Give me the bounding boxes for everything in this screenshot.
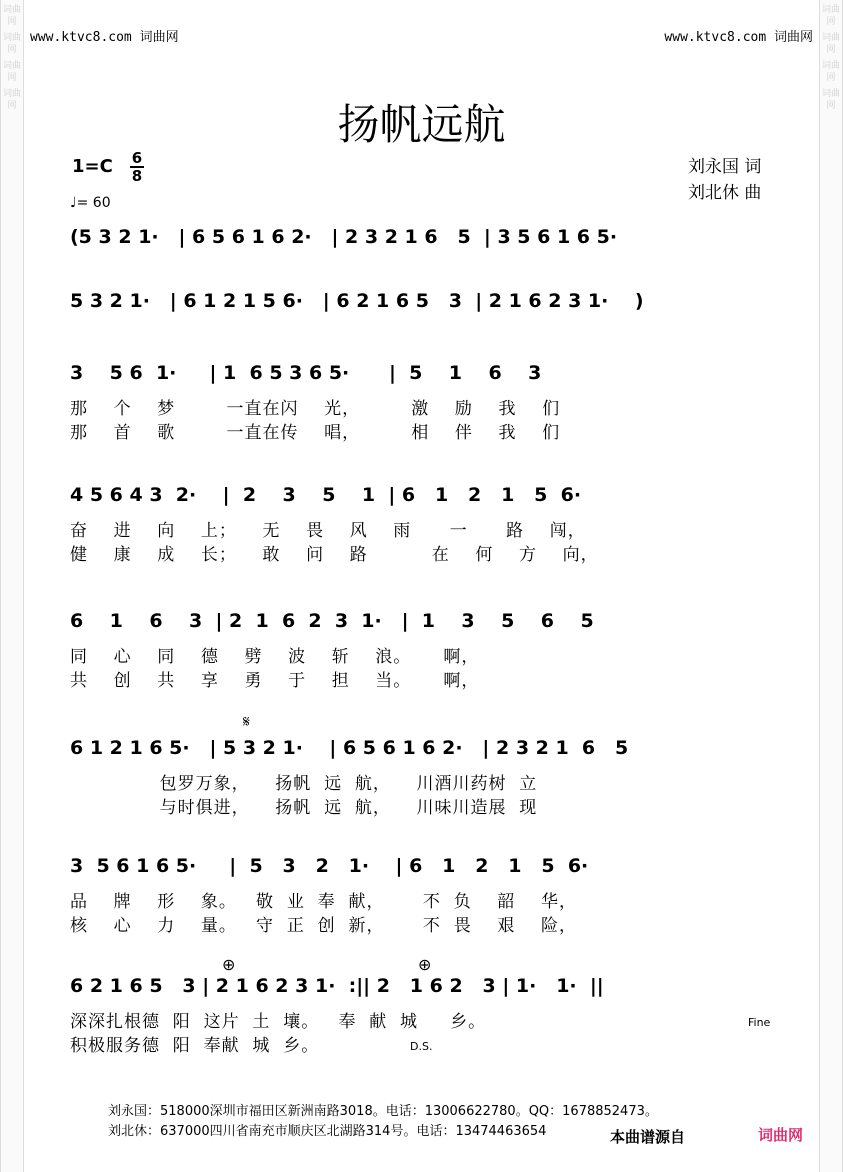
segno-sign: 𝄋 bbox=[243, 712, 250, 731]
lyricist-credit: 刘永国 词 bbox=[688, 157, 762, 177]
watermark-text: 词曲网 bbox=[821, 89, 840, 111]
lyric-line: 奋 进 向 上； 无 畏 风 雨 一 路 闯， bbox=[70, 521, 586, 541]
lyric-line: 包罗万象， 扬帆 远 航， 川酒川药树 立 bbox=[70, 774, 538, 794]
notation-line: 6 2 1 6 5 3 | 2 1 6 2 3 1· :|| 2 1 6 2 3 | 1· 1· || bbox=[70, 975, 604, 997]
lyric-line: 与时俱进， 扬帆 远 航， 川味川造展 现 bbox=[70, 798, 538, 818]
footer-contact-2: 刘北休：637000四川省南充市顺庆区北湖路314号。电话：13474463654 bbox=[108, 1124, 547, 1139]
lyric-line: 那 个 梦 一直在闪 光， 激 励 我 们 bbox=[70, 399, 561, 419]
notation-line: 3 5 6 1 6 5· | 5 3 2 1· | 6 1 2 1 5 6· bbox=[70, 855, 589, 877]
lyric-line: 深深扎根德 阳 这片 土 壤。 奉 献 城 乡。 bbox=[70, 1012, 487, 1032]
tempo-marking bbox=[70, 195, 111, 211]
notation-line: (5 3 2 1· | 6 5 6 1 6 2· | 2 3 2 1 6 5 | 3 5 6 1 6 5· bbox=[70, 226, 618, 248]
lyric-line: 核 心 力 量。 守 正 创 新， 不 畏 艰 险， bbox=[70, 916, 577, 936]
coda-sign: ⊕ bbox=[222, 955, 236, 974]
composer-credit: 刘北休 曲 bbox=[688, 183, 762, 203]
lyric-line: 同 心 同 德 劈 波 斩 浪。 啊， bbox=[70, 647, 480, 667]
watermark-text: 词曲网 bbox=[2, 5, 21, 27]
header-right: www.ktvc8.com 词曲网 bbox=[664, 30, 813, 45]
ds-marking: D.S. bbox=[410, 1040, 433, 1053]
watermark-text: 词曲网 bbox=[2, 89, 21, 111]
watermark-text: 词曲网 bbox=[821, 61, 840, 83]
lyric-line: 健 康 成 长； 敢 问 路 在 何 方 向， bbox=[70, 545, 599, 565]
fine-marking: Fine bbox=[748, 1016, 771, 1029]
notation-line: 6 1 6 3 | 2 1 6 2 3 1· | 1 3 5 6 5 bbox=[70, 610, 594, 632]
coda-sign-2: ⊕ bbox=[418, 955, 432, 974]
time-signature bbox=[130, 150, 144, 184]
right-watermark-strip bbox=[819, 0, 843, 1172]
notation-line: 4 5 6 4 3 2· | 2 3 5 1 | 6 1 2 1 5 6· bbox=[70, 484, 582, 506]
left-watermark-strip bbox=[0, 0, 24, 1172]
lyric-line: 品 牌 形 象。 敬 业 奉 献， 不 负 韶 华， bbox=[70, 892, 577, 912]
footer-contact-1: 刘永国：518000深圳市福田区新洲南路3018。电话：13006622780。QQ：1678852473。 bbox=[108, 1104, 658, 1119]
lyric-line: 积极服务德 阳 奉献 城 乡。 bbox=[70, 1036, 320, 1056]
song-title: 扬帆远航 bbox=[337, 100, 506, 149]
lyric-line: 那 首 歌 一直在传 唱， 相 伴 我 们 bbox=[70, 423, 561, 443]
quarter-note-icon: ♩ bbox=[70, 195, 77, 211]
watermark-text: 词曲网 bbox=[821, 33, 840, 55]
key-signature: 1=C bbox=[72, 156, 113, 177]
notation-line: 5 3 2 1· | 6 1 2 1 5 6· | 6 2 1 6 5 3 | 2 1 6 2 3 1· ) bbox=[70, 290, 644, 312]
lyric-line: 共 创 共 享 勇 于 担 当。 啊， bbox=[70, 671, 480, 691]
watermark-text: 词曲网 bbox=[2, 33, 21, 55]
watermark-text: 词曲网 bbox=[2, 61, 21, 83]
site-brand: 词曲网 bbox=[758, 1126, 804, 1144]
notation-line: 6 1 2 1 6 5· | 5 3 2 1· | 6 5 6 1 6 2· | 2 3 2 1 6 5 bbox=[70, 737, 629, 759]
source-label: 本曲谱源自 bbox=[610, 1128, 686, 1146]
header-left: www.ktvc8.com 词曲网 bbox=[30, 30, 179, 45]
time-sig-top: 6 bbox=[131, 149, 143, 167]
notation-line: 3 5 6 1· | 1 6 5 3 6 5· | 5 1 6 3 bbox=[70, 362, 542, 384]
time-sig-bottom: 8 bbox=[131, 167, 143, 185]
tempo-value: = 60 bbox=[76, 195, 111, 211]
watermark-text: 词曲网 bbox=[821, 5, 840, 27]
